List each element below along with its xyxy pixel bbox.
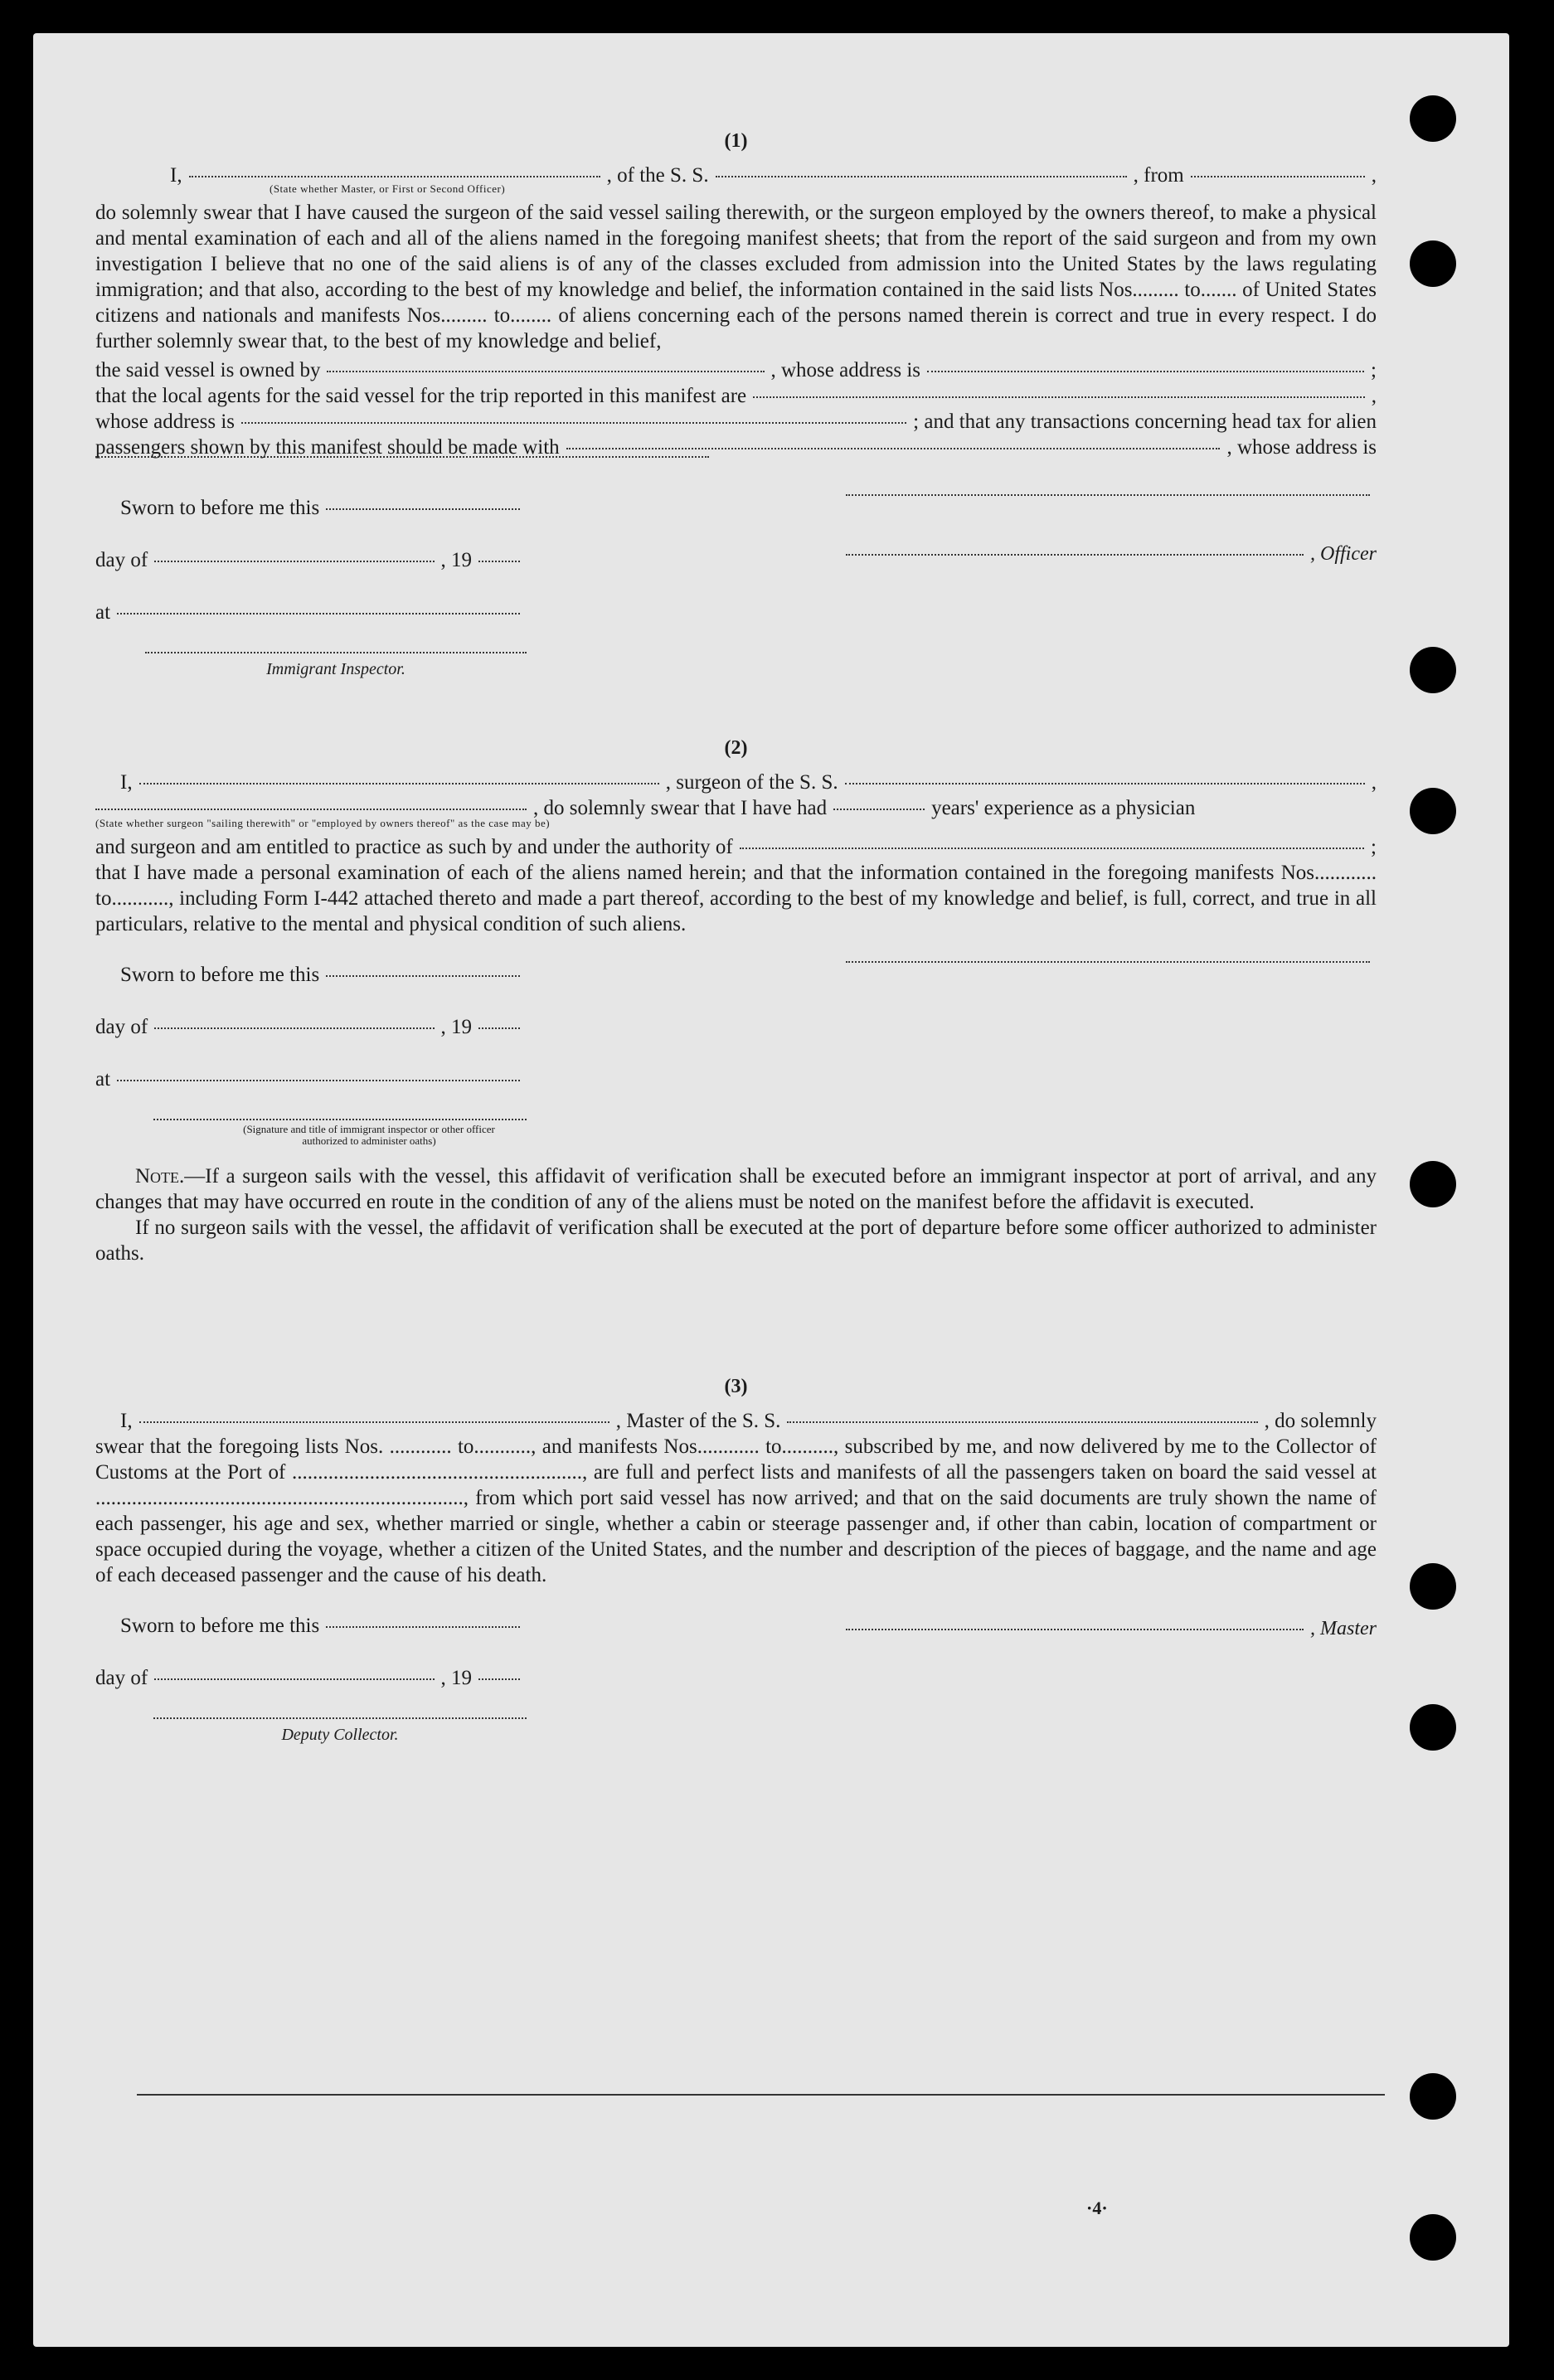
- surgeon-name-field[interactable]: [139, 783, 659, 784]
- officer-label: , Officer: [1310, 543, 1377, 565]
- local-agents-label: that the local agents for the said vessel for the trip reported in this manifest are: [95, 385, 747, 407]
- section-3-first-line: [95, 1408, 1377, 1434]
- punch-hole: [1410, 1161, 1456, 1207]
- master-name-field[interactable]: [139, 1421, 609, 1423]
- surgeon-of-ss-label: , surgeon of the S. S.: [665, 771, 838, 794]
- immigrant-inspector-caption: Immigrant Inspector.: [266, 660, 405, 678]
- punch-hole: [1410, 2073, 1456, 2120]
- at-label: at: [95, 601, 111, 624]
- day-of-label-3: day of: [95, 1667, 148, 1689]
- signature-caption: (Signature and title of immigrant inspector or other officer authorized to administer oaths): [243, 1123, 495, 1147]
- vessel-name-field[interactable]: [716, 176, 1127, 177]
- master-vessel-field[interactable]: [787, 1421, 1257, 1423]
- owned-by-line: the said vessel is owned by , whose address is ;: [95, 359, 1377, 381]
- section-2-surgeon: [846, 962, 1377, 1147]
- authority-line: and surgeon and am entitled to practice as such by and under the authority of ;: [95, 836, 1377, 858]
- year-label-2: , 19: [440, 1016, 472, 1038]
- owner-address-field[interactable]: [927, 371, 1364, 372]
- officer-extra-line[interactable]: [846, 494, 1370, 496]
- whose-address-label-3: , whose address is: [1226, 436, 1377, 459]
- section-3-signature-block: [95, 1613, 1377, 1748]
- section-3-paragraph: swear that the foregoing lists Nos. ............ to..........., and manifests Nos............ to.........., subscribed by me, and now delivered by me to the Collector of Customs at the Port of ........................................................, are full and perfect lists and manifests of all the passengers taken on board the said vessel at ......................................................................., from which port said vessel has now arrived; and that on the said documents are truly shown the name of each passenger, his age and sex, whether married or single, whether a cabin or steerage passenger and, if other than cabin, location of compartment or space occupied during the voyage, whether a citizen of the United States, and the number and description of the pieces of baggage, and the name and age of each deceased passenger and the cause of his death.: [95, 1435, 1377, 1586]
- pronoun-i-3: I,: [120, 1410, 133, 1432]
- years-experience-label: years' experience as a physician: [931, 797, 1196, 819]
- officer-rank-field[interactable]: [189, 176, 600, 177]
- surgeon-note: (State whether surgeon "sailing therewith" or "employed by owners thereof" as the case may be): [95, 817, 551, 829]
- sworn-day-field[interactable]: [326, 508, 520, 510]
- officer-signature-line[interactable]: [846, 554, 1304, 556]
- punch-hole: [1410, 788, 1456, 834]
- section-2-jurat: [95, 962, 527, 1147]
- month-field-2[interactable]: [154, 1027, 434, 1029]
- inspector-signature-line[interactable]: [145, 652, 527, 653]
- sworn-day-field-2[interactable]: [326, 975, 520, 977]
- punch-hole: [1410, 2214, 1456, 2261]
- master-note: (State whether Master, or First or Second Officer): [270, 182, 506, 195]
- form-content: [95, 87, 1377, 1748]
- section-3-number: (3): [724, 1376, 748, 1397]
- authority-field[interactable]: [740, 848, 1364, 849]
- year-field-2[interactable]: [478, 1027, 520, 1029]
- do-solemnly-label-3: , do solemnly: [1264, 1410, 1377, 1432]
- punch-hole: [1410, 647, 1456, 693]
- sworn-label-3: Sworn to before me this: [120, 1615, 320, 1637]
- sworn-label-2: Sworn to before me this: [120, 964, 320, 986]
- bottom-rule: [137, 2094, 1385, 2096]
- section-1-signature-block: [95, 495, 1377, 682]
- day-of-label-2: day of: [95, 1016, 148, 1038]
- head-tax-label: ; and that any transactions concerning head tax for alien: [913, 410, 1377, 433]
- surgeon-vessel-field[interactable]: [845, 783, 1365, 784]
- month-field[interactable]: [154, 561, 434, 562]
- at-label-2: at: [95, 1068, 111, 1090]
- head-tax-address-line: [95, 460, 1377, 462]
- note-paragraph-2: If no surgeon sails with the vessel, the affidavit of verification shall be executed at the port of departure before some officer authorized to administer oaths.: [95, 1217, 1377, 1265]
- section-1-officer: [846, 495, 1377, 682]
- note-label: Note.: [135, 1165, 185, 1188]
- owner-field[interactable]: [327, 371, 764, 372]
- deputy-collector-caption: Deputy Collector.: [281, 1726, 399, 1744]
- master-signature-line[interactable]: [846, 1629, 1304, 1630]
- pronoun-i-2: I,: [120, 771, 133, 794]
- pronoun-i: I,: [170, 164, 182, 187]
- note-paragraph: [95, 1163, 1377, 1215]
- page-number: ·4·: [1086, 2198, 1108, 2218]
- whose-address-label-2: whose address is: [95, 410, 236, 433]
- authority-label: and surgeon and am entitled to practice as such by and under the authority of: [95, 836, 733, 858]
- section-1-paragraph: do solemnly swear that I have caused the surgeon of the said vessel sailing therewith, or the surgeon employed by the owners thereof, to make a physical and mental examination of each and all of the aliens named in the foregoing manifest sheets; that from the report of the said surgeon and from my own investigation I believe that no one of the said aliens is of any of the classes excluded from admission into the United States by the laws regulating immigration; and that also, according to the best of my knowledge and belief, the information contained in the said lists Nos......... to....... of United States citizens and nationals and manifests Nos......... to........ of aliens concerning each of the persons named therein is correct and true in every respect. I do further solemnly swear that, to the best of my knowledge and belief,: [95, 202, 1377, 352]
- years-field[interactable]: [833, 809, 925, 810]
- surgeon-signature-line[interactable]: [846, 961, 1370, 963]
- section-2-signature-line[interactable]: [153, 1119, 527, 1120]
- agents-address-field[interactable]: [241, 422, 906, 424]
- from-port-field[interactable]: [1191, 176, 1365, 177]
- punch-hole: [1410, 95, 1456, 142]
- agents-address-line: [95, 409, 1377, 435]
- punch-hole: [1410, 1704, 1456, 1751]
- sworn-day-field-3[interactable]: [326, 1626, 520, 1628]
- punch-hole: [1410, 240, 1456, 287]
- section-3-master: [846, 1613, 1377, 1748]
- year-label-3: , 19: [440, 1667, 472, 1689]
- whose-address-label: , whose address is: [770, 359, 921, 381]
- place-field[interactable]: [117, 613, 520, 614]
- master-label: , Master: [1310, 1618, 1377, 1639]
- owned-by-label: the said vessel is owned by: [95, 359, 321, 381]
- place-field-2[interactable]: [117, 1080, 520, 1081]
- local-agents-line: that the local agents for the said vessel for the trip reported in this manifest are ,: [95, 385, 1377, 407]
- section-3-jurat: [95, 1613, 527, 1748]
- do-solemnly-label: , do solemnly swear that I have had: [533, 797, 828, 819]
- year-label: , 19: [440, 549, 472, 571]
- section-2-first-line: I, , surgeon of the S. S. ,: [120, 771, 1377, 794]
- sworn-label: Sworn to before me this: [120, 497, 320, 519]
- section-2-signature-block: [95, 962, 1377, 1147]
- head-tax-agent-field[interactable]: [566, 448, 1221, 449]
- year-field-3[interactable]: [478, 1678, 520, 1680]
- head-tax-address-field[interactable]: [95, 456, 709, 458]
- local-agents-field[interactable]: [753, 396, 1365, 398]
- note-text: —If a surgeon sails with the vessel, this affidavit of verification shall be executed before an immigrant inspector at port of arrival, and any changes that may have occurred en route in the condition of any of the aliens must be noted on the manifest before the affidavit is executed.: [95, 1165, 1377, 1213]
- from-label: , from: [1133, 164, 1184, 187]
- day-of-label: day of: [95, 549, 148, 571]
- section-1-jurat: [95, 495, 527, 682]
- master-of-ss-label: , Master of the S. S.: [615, 1410, 781, 1432]
- section-2-paragraph: that I have made a personal examination of each of the aliens named herein; and that the information contained in the foregoing manifests Nos............ to..........., including Form I-442 attached thereto and made a part thereof, according to the best of my knowledge and belief, is full, correct, and true in all particulars, relative to the mental and physical condition of such aliens.: [95, 862, 1377, 935]
- surgeon-type-field[interactable]: [95, 809, 527, 810]
- section-2-number: (2): [724, 737, 748, 759]
- section-1-first-line: I, , of the S. S. , from ,: [170, 164, 1377, 187]
- punch-hole: [1410, 1563, 1456, 1610]
- section-1-number: (1): [724, 130, 748, 152]
- month-field-3[interactable]: [154, 1678, 434, 1680]
- year-field[interactable]: [478, 561, 520, 562]
- of-ss-label: , of the S. S.: [606, 164, 709, 187]
- passengers-shown-label: passengers shown by this manifest should be made with: [95, 436, 560, 459]
- deputy-collector-signature-line[interactable]: [153, 1717, 527, 1719]
